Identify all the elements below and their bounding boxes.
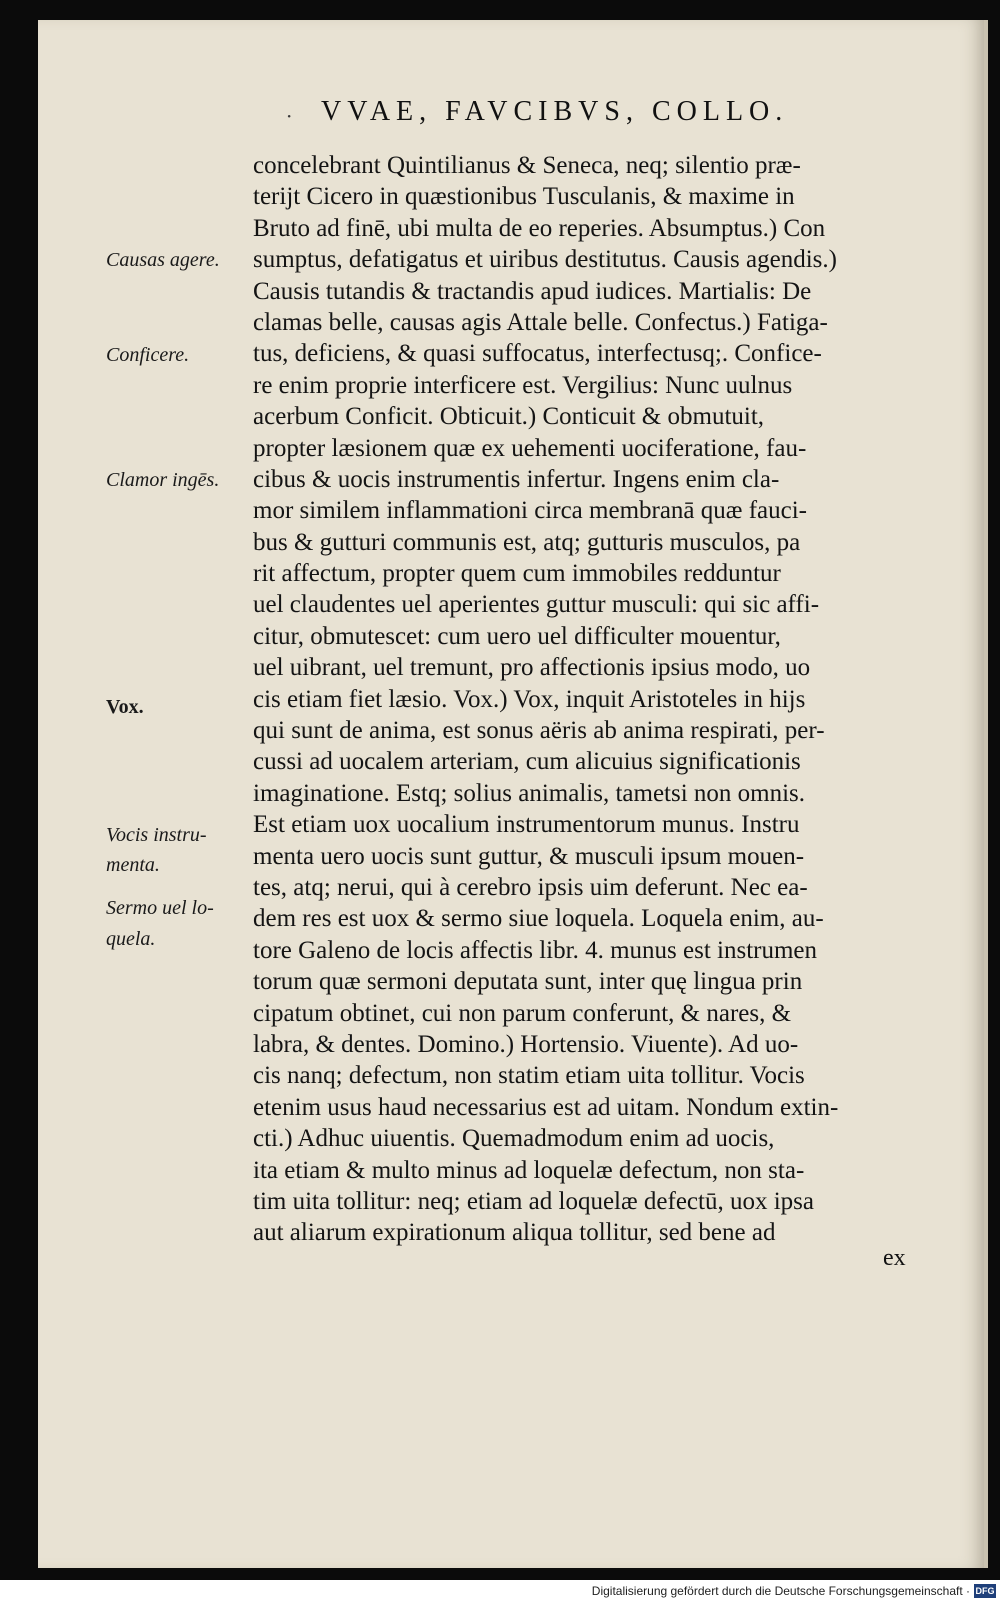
text-line: uel uibrant, uel tremunt, pro affectionis ipsius modo, uo bbox=[253, 654, 811, 682]
text-line: dem res est uox & sermo siue loquela. Loquela enim, au- bbox=[253, 905, 824, 933]
margin-note-sermo-1: Sermo uel lo- bbox=[106, 897, 214, 919]
text-line: terijt Cicero in quæstionibus Tusculanis, & maxime in bbox=[253, 183, 795, 211]
text-line: tim uita tollitur: neq; etiam ad loquelæ defectū, uox ipsa bbox=[253, 1187, 814, 1215]
text-line: imaginatione. Estq; solius animalis, tametsi non omnis. bbox=[253, 779, 806, 807]
text-line: mor similem inflammationi circa membranā quæ fauci- bbox=[253, 497, 807, 525]
main-text-block bbox=[253, 150, 953, 1249]
margin-note-vox: Vox. bbox=[106, 696, 144, 718]
text-line: acerbum Conficit. Obticuit.) Conticuit & obmutuit, bbox=[253, 403, 765, 431]
text-line: bus & gutturi communis est, atq; gutturis musculos, pa bbox=[253, 528, 801, 556]
text-line: uel claudentes uel aperientes guttur musculi: qui sic affi- bbox=[253, 591, 820, 619]
text-line: cis etiam fiet læsio. Vox.) Vox, inquit Aristoteles in hijs bbox=[253, 685, 806, 713]
dfg-logo-icon: DFG bbox=[975, 1586, 995, 1596]
text-line: concelebrant Quintilianus & Seneca, neq; silentio præ- bbox=[253, 152, 801, 179]
margin-note-causas-agere: Causas agere. bbox=[106, 249, 220, 271]
page-header bbox=[246, 92, 886, 136]
catchword: ex bbox=[883, 1245, 906, 1271]
funding-credit: Digitalisierung gefördert durch die Deutsche Forschungsgemeinschaft · bbox=[591, 1584, 970, 1598]
text-line: aut aliarum expirationum aliqua tollitur, sed bene ad bbox=[253, 1219, 776, 1247]
text-line: tore Galeno de locis affectis libr. 4. munus est instrumen bbox=[253, 936, 818, 964]
text-line: Causis tutandis & tractandis apud iudices. Martialis: De bbox=[253, 277, 812, 305]
text-line: etenim usus haud necessarius est ad uitam. Nondum extin- bbox=[253, 1093, 839, 1121]
text-line: re enim proprie interficere est. Vergilius: Nunc uulnus bbox=[253, 371, 793, 399]
text-line: cis nanq; defectum, non statim etiam uita tollitur. Vocis bbox=[253, 1062, 805, 1090]
text-line: qui sunt de anima, est sonus aëris ab anima respirati, per- bbox=[253, 717, 825, 745]
text-line: tes, atq; nerui, qui à cerebro ipsis uim deferunt. Nec ea- bbox=[253, 873, 808, 901]
header-marker: · bbox=[286, 104, 293, 128]
text-line: tus, deficiens, & quasi suffocatus, interfectusq;. Confice- bbox=[253, 340, 822, 368]
text-line: labra, & dentes. Domino.) Hortensio. Viuente). Ad uo- bbox=[253, 1030, 799, 1058]
text-line: ita etiam & multo minus ad loquelæ defectum, non sta- bbox=[253, 1156, 805, 1184]
text-line: cipatum obtinet, cui non parum conferunt, & nares, & bbox=[253, 999, 792, 1027]
text-line: citur, obmutescet: cum uero uel difficulter mouentur, bbox=[253, 622, 781, 650]
text-line: clamas belle, causas agis Attale belle. Confectus.) Fatiga- bbox=[253, 308, 828, 336]
margin-note-clamor-inges: Clamor ingēs. bbox=[106, 469, 220, 491]
footer-bar bbox=[0, 1580, 1000, 1604]
text-line: Est etiam uox uocalium instrumentorum munus. Instru bbox=[253, 811, 800, 839]
text-line: propter læsionem quæ ex uehementi uociferatione, fau- bbox=[253, 434, 807, 462]
text-line: torum quæ sermoni deputata sunt, inter quę lingua prin bbox=[253, 968, 803, 996]
text-line: Bruto ad finē, ubi multa de eo reperies. Absumptus.) Con bbox=[253, 214, 826, 242]
text-line: cussi ad uocalem arteriam, cum alicuius significationis bbox=[253, 748, 801, 776]
text-line: rit affectum, propter quem cum immobiles redduntur bbox=[253, 560, 781, 588]
text-line: menta uero uocis sunt guttur, & musculi ipsum mouen- bbox=[253, 842, 805, 870]
text-line: cibus & uocis instrumentis infertur. Ingens enim cla- bbox=[253, 465, 780, 493]
running-title: VVAE, FAVCIBVS, COLLO. bbox=[321, 96, 789, 127]
margin-note-vocis-instrumenta-1: Vocis instru- bbox=[106, 824, 207, 846]
margin-note-sermo-2: quela. bbox=[106, 928, 156, 950]
margin-note-vocis-instrumenta-2: menta. bbox=[106, 854, 160, 876]
text-line: cti.) Adhuc uiuentis. Quemadmodum enim ad uocis, bbox=[253, 1125, 775, 1153]
margin-note-conficere: Conficere. bbox=[106, 344, 190, 366]
text-line: sumptus, defatigatus et uiribus destitutus. Causis agendis.) bbox=[253, 246, 837, 274]
